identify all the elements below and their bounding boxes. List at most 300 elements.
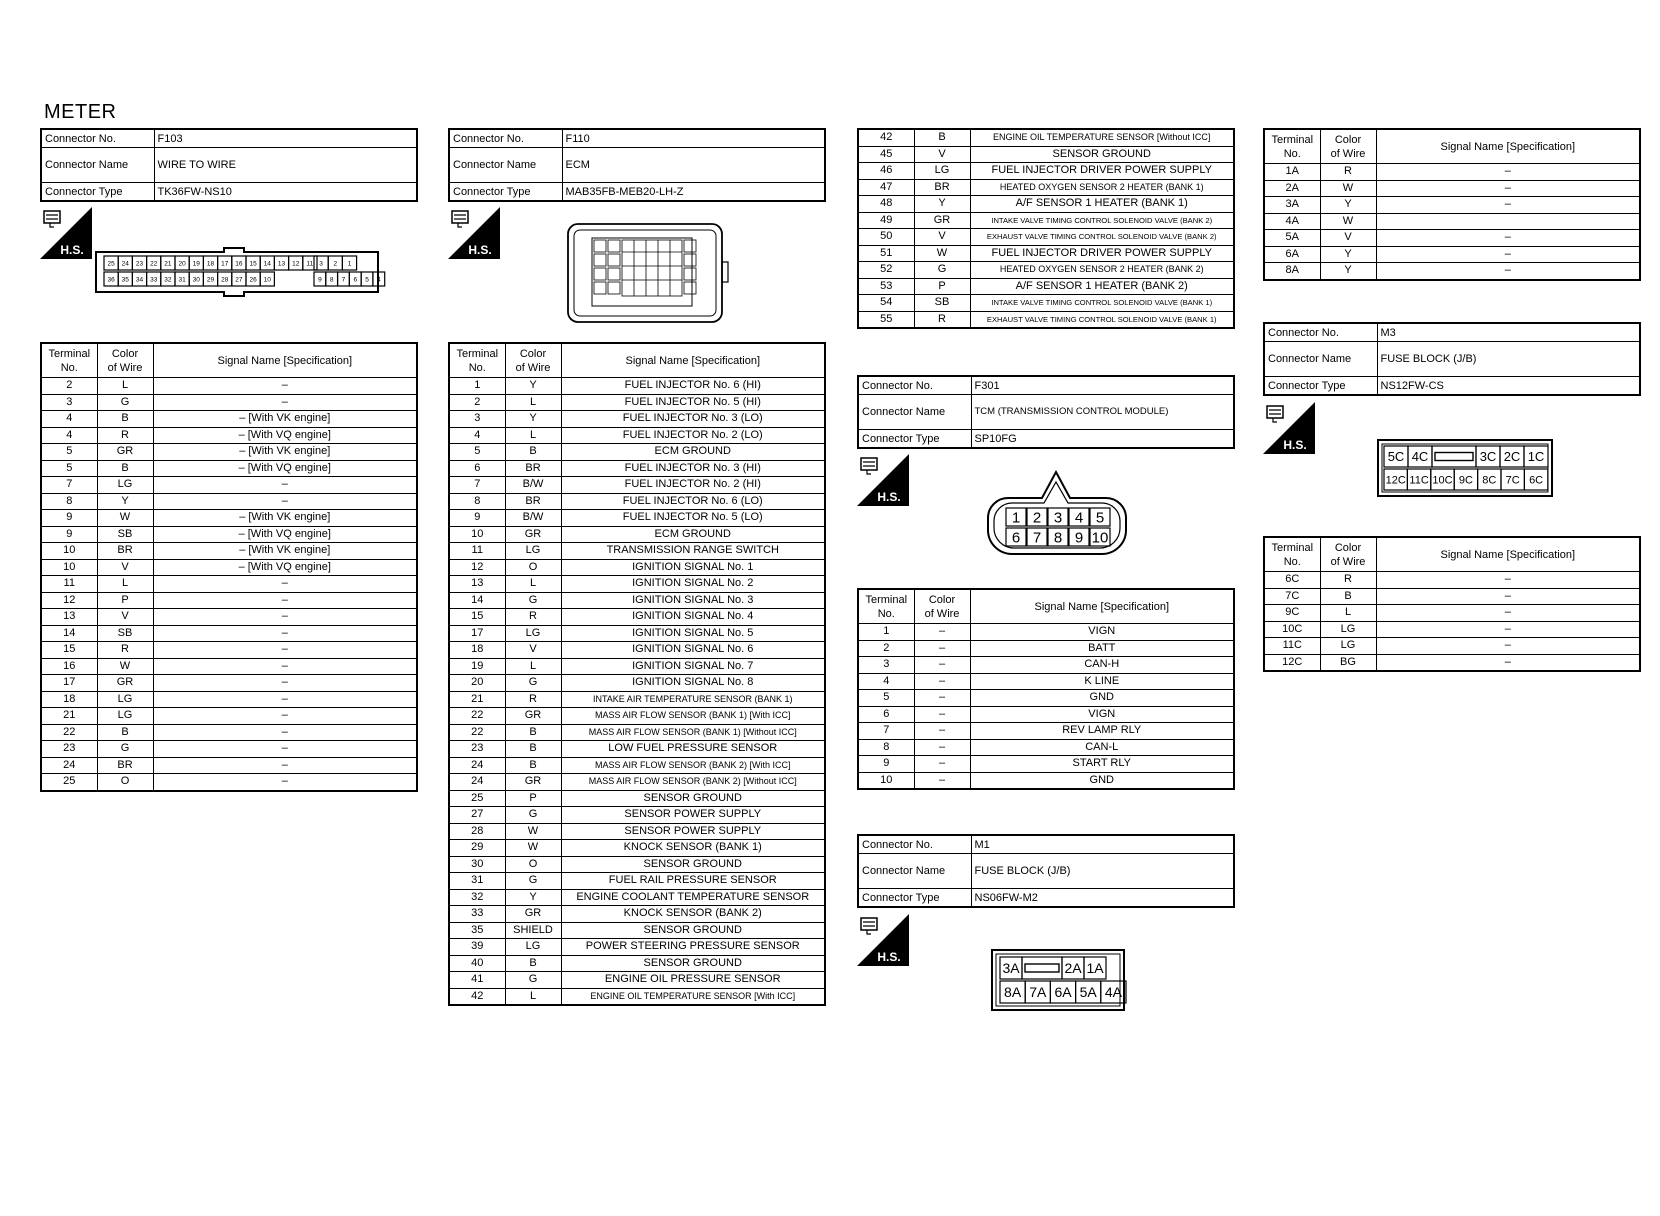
terminal-cell: 19 — [449, 658, 505, 675]
pin-label: 36 — [107, 276, 115, 284]
terminal-cell: 14 — [41, 625, 97, 642]
table-row — [41, 675, 417, 692]
table-row — [41, 378, 417, 395]
signal-cell: – [With VQ engine] — [153, 427, 417, 444]
table-row — [449, 378, 825, 395]
terminal-cell: 50 — [858, 229, 914, 246]
terminal-cell: 22 — [449, 724, 505, 741]
terminal-cell: 3 — [858, 657, 914, 674]
table-row — [41, 625, 417, 642]
signal-cell: – — [1376, 621, 1640, 638]
color-cell: Y — [1320, 197, 1376, 214]
color-cell: BR — [97, 543, 153, 560]
color-cell: Y — [1320, 246, 1376, 263]
pin-label: 15 — [249, 260, 257, 268]
table-row — [858, 179, 1234, 196]
connector-name-value: FUSE BLOCK (J/B) — [971, 854, 1234, 889]
signal-cell: INTAKE VALVE TIMING CONTROL SOLENOID VALVE (BANK 1) — [970, 295, 1234, 312]
signal-cell: – — [1376, 230, 1640, 247]
terminal-cell: 9C — [1264, 605, 1320, 622]
col-color: Color of Wire — [914, 589, 970, 624]
label-connector-name: Connector Name — [858, 854, 971, 889]
color-cell: L — [97, 576, 153, 593]
table-row — [858, 706, 1234, 723]
terminal-cell: 22 — [41, 724, 97, 741]
table-row — [41, 427, 417, 444]
table-row — [858, 229, 1234, 246]
signal-cell: – — [1376, 164, 1640, 181]
pin-label: 5A — [1079, 984, 1097, 1001]
col-signal: Signal Name [Specification] — [1376, 129, 1640, 164]
color-cell: W — [914, 245, 970, 262]
color-cell: B — [505, 741, 561, 758]
signal-cell: A/F SENSOR 1 HEATER (BANK 1) — [970, 196, 1234, 213]
table-row — [449, 510, 825, 527]
pin-label: 26 — [249, 276, 257, 284]
terminal-cell: 10 — [449, 526, 505, 543]
color-cell: BR — [914, 179, 970, 196]
pin-label: 10C — [1432, 474, 1453, 487]
color-cell: W — [505, 823, 561, 840]
table-row — [449, 873, 825, 890]
terminal-cell: 25 — [41, 774, 97, 791]
terminal-cell: 21 — [449, 691, 505, 708]
color-cell: V — [914, 146, 970, 163]
color-cell: GR — [505, 774, 561, 791]
signal-cell: SENSOR GROUND — [561, 790, 825, 807]
table-row — [449, 955, 825, 972]
terminal-cell: 7 — [858, 723, 914, 740]
pin-label: 23 — [135, 260, 144, 268]
pin-label: 5 — [1095, 509, 1105, 527]
signal-cell: MASS AIR FLOW SENSOR (BANK 1) [With ICC] — [561, 708, 825, 725]
terminal-cell: 2 — [858, 640, 914, 657]
terminal-cell: 2A — [1264, 180, 1320, 197]
terminal-cell: 55 — [858, 311, 914, 328]
terminal-cell: 8 — [858, 739, 914, 756]
connector-diagram-f110 — [566, 222, 730, 329]
table-row — [41, 774, 417, 791]
signal-cell: IGNITION SIGNAL No. 1 — [561, 559, 825, 576]
table-row — [41, 576, 417, 593]
terminal-cell: 9 — [449, 510, 505, 527]
color-cell: LG — [97, 708, 153, 725]
terminal-cell: 4 — [41, 427, 97, 444]
pin-label: 29 — [206, 276, 215, 284]
color-cell: LG — [97, 477, 153, 494]
table-row — [449, 840, 825, 857]
signal-cell: VIGN — [970, 706, 1234, 723]
pin-label: 6 — [1011, 529, 1021, 547]
table-row — [449, 774, 825, 791]
terminal-cell: 9 — [41, 510, 97, 527]
signal-cell: FUEL INJECTOR No. 6 (HI) — [561, 378, 825, 395]
signal-cell: INTAKE VALVE TIMING CONTROL SOLENOID VALVE (BANK 2) — [970, 212, 1234, 229]
terminal-cell: 6C — [1264, 572, 1320, 589]
connector-diagram-f103 — [94, 248, 380, 301]
terminal-cell: 5 — [41, 444, 97, 461]
table-row — [449, 592, 825, 609]
terminal-cell: 35 — [449, 922, 505, 939]
terminal-table-f301 — [857, 588, 1235, 790]
signal-cell: – [With VQ engine] — [153, 460, 417, 477]
signal-cell: – — [1376, 180, 1640, 197]
signal-cell: – — [1376, 638, 1640, 655]
signal-cell — [1376, 213, 1640, 230]
pin-label: 8C — [1482, 474, 1497, 487]
color-cell: G — [97, 741, 153, 758]
signal-cell: SENSOR GROUND — [561, 922, 825, 939]
terminal-cell: 23 — [449, 741, 505, 758]
table-row — [449, 889, 825, 906]
table-row — [41, 411, 417, 428]
table-row — [449, 658, 825, 675]
table-row — [858, 129, 1234, 146]
color-cell: – — [914, 739, 970, 756]
pin-label: 8 — [1053, 529, 1063, 547]
color-cell: V — [914, 229, 970, 246]
connector-no-value: F301 — [971, 376, 1234, 395]
pin-label: 14 — [263, 260, 271, 268]
color-cell: – — [914, 624, 970, 641]
pin-label: 11C — [1409, 474, 1429, 487]
color-cell: V — [97, 609, 153, 626]
table-row — [449, 526, 825, 543]
pin-label: 12C — [1385, 474, 1406, 487]
pin-label: 7C — [1505, 474, 1520, 487]
table-row — [858, 212, 1234, 229]
signal-cell: START RLY — [970, 756, 1234, 773]
hs-icon — [1263, 402, 1315, 459]
table-row — [858, 146, 1234, 163]
table-row — [449, 444, 825, 461]
color-cell: LG — [505, 939, 561, 956]
connector-diagram-m1 — [990, 948, 1126, 1017]
color-cell: LG — [1320, 638, 1376, 655]
color-cell: G — [505, 592, 561, 609]
terminal-cell: 40 — [449, 955, 505, 972]
pin-label: 19 — [192, 260, 200, 268]
terminal-cell: 53 — [858, 278, 914, 295]
col-terminal: Terminal No. — [858, 589, 914, 624]
terminal-cell: 5 — [41, 460, 97, 477]
pin-label: 32 — [164, 276, 172, 284]
signal-cell: – — [153, 741, 417, 758]
terminal-cell: 7C — [1264, 588, 1320, 605]
table-row — [449, 823, 825, 840]
terminal-cell: 7 — [41, 477, 97, 494]
table-row — [1264, 180, 1640, 197]
signal-cell: IGNITION SIGNAL No. 5 — [561, 625, 825, 642]
color-cell: SB — [914, 295, 970, 312]
pin-label: 17 — [221, 260, 229, 268]
pin-label: 21 — [164, 260, 172, 268]
key-slot — [1025, 964, 1059, 972]
table-row — [41, 394, 417, 411]
color-cell: LG — [914, 163, 970, 180]
color-cell: B — [505, 757, 561, 774]
color-cell: GR — [505, 526, 561, 543]
terminal-cell: 48 — [858, 196, 914, 213]
hs-icon — [448, 207, 500, 264]
terminal-cell: 11 — [41, 576, 97, 593]
pin-label: 5C — [1387, 449, 1405, 465]
color-cell: O — [505, 559, 561, 576]
table-row — [449, 939, 825, 956]
terminal-cell: 9 — [41, 526, 97, 543]
pin-label: 1 — [347, 260, 352, 268]
color-cell: BR — [505, 493, 561, 510]
color-cell: R — [914, 311, 970, 328]
table-row — [858, 690, 1234, 707]
signal-cell: – — [153, 576, 417, 593]
table-row — [449, 675, 825, 692]
color-cell: – — [914, 673, 970, 690]
color-cell: L — [97, 378, 153, 395]
table-row — [41, 757, 417, 774]
signal-cell: SENSOR GROUND — [561, 955, 825, 972]
table-row — [1264, 638, 1640, 655]
color-cell: L — [1320, 605, 1376, 622]
signal-cell: – — [153, 493, 417, 510]
label-connector-no: Connector No. — [858, 376, 971, 395]
col-color: Color of Wire — [505, 343, 561, 378]
terminal-cell: 42 — [449, 988, 505, 1005]
connector-type-value: MAB35FB-MEB20-LH-Z — [562, 183, 825, 202]
color-cell: Y — [505, 889, 561, 906]
signal-cell: – — [153, 592, 417, 609]
terminal-cell: 20 — [449, 675, 505, 692]
terminal-cell: 13 — [449, 576, 505, 593]
terminal-cell: 15 — [449, 609, 505, 626]
color-cell: G — [505, 807, 561, 824]
pin-label: 30 — [192, 276, 200, 284]
signal-cell: FUEL RAIL PRESSURE SENSOR — [561, 873, 825, 890]
pin-label: 7 — [341, 276, 346, 284]
pin-label: 12 — [292, 260, 300, 268]
table-row — [41, 592, 417, 609]
connector-diagram-f301 — [986, 470, 1128, 561]
table-row — [449, 988, 825, 1005]
table-row — [858, 723, 1234, 740]
color-cell: B — [505, 955, 561, 972]
terminal-cell: 46 — [858, 163, 914, 180]
color-cell: B — [1320, 588, 1376, 605]
pin-label: 2 — [333, 260, 338, 268]
table-row — [449, 477, 825, 494]
terminal-cell: 11C — [1264, 638, 1320, 655]
signal-cell: – — [153, 724, 417, 741]
color-cell: LG — [1320, 621, 1376, 638]
terminal-cell: 54 — [858, 295, 914, 312]
table-row — [1264, 197, 1640, 214]
page-title: METER — [44, 101, 117, 123]
table-row — [449, 493, 825, 510]
table-row — [858, 196, 1234, 213]
table-row — [858, 163, 1234, 180]
label-connector-type: Connector Type — [1264, 377, 1377, 396]
table-row — [449, 691, 825, 708]
pin-label: 4A — [1104, 984, 1122, 1001]
color-cell: B/W — [505, 477, 561, 494]
color-cell: B — [97, 460, 153, 477]
color-cell: Y — [505, 411, 561, 428]
connector-no-value: M3 — [1377, 323, 1640, 342]
color-cell: B — [505, 724, 561, 741]
color-cell: – — [914, 706, 970, 723]
terminal-cell: 10 — [41, 543, 97, 560]
terminal-cell: 49 — [858, 212, 914, 229]
table-row — [41, 543, 417, 560]
table-row — [41, 658, 417, 675]
table-row — [858, 624, 1234, 641]
signal-cell: – — [1376, 605, 1640, 622]
label-connector-no: Connector No. — [1264, 323, 1377, 342]
svg-text:H.S.: H.S. — [877, 490, 901, 504]
table-row — [41, 460, 417, 477]
signal-cell: KNOCK SENSOR (BANK 2) — [561, 906, 825, 923]
color-cell: LG — [505, 543, 561, 560]
table-row — [858, 657, 1234, 674]
signal-cell: POWER STEERING PRESSURE SENSOR — [561, 939, 825, 956]
terminal-cell: 41 — [449, 972, 505, 989]
color-cell: – — [914, 657, 970, 674]
color-cell: O — [97, 774, 153, 791]
connector-type-value: SP10FG — [971, 430, 1234, 449]
signal-cell: – — [153, 675, 417, 692]
table-row — [449, 724, 825, 741]
table-row — [41, 526, 417, 543]
terminal-cell: 10 — [41, 559, 97, 576]
table-row — [449, 625, 825, 642]
terminal-cell: 13 — [41, 609, 97, 626]
signal-cell: MASS AIR FLOW SENSOR (BANK 1) [Without ICC] — [561, 724, 825, 741]
table-row — [858, 311, 1234, 328]
pin-label: 6A — [1054, 984, 1072, 1001]
terminal-cell: 51 — [858, 245, 914, 262]
color-cell: G — [505, 675, 561, 692]
pin-label: 9C — [1458, 474, 1473, 487]
signal-cell: – — [153, 378, 417, 395]
table-row — [41, 724, 417, 741]
terminal-cell: 8 — [41, 493, 97, 510]
color-cell: R — [97, 642, 153, 659]
connector-no-value: F110 — [562, 129, 825, 148]
terminal-cell: 7 — [449, 477, 505, 494]
pin-label: 13 — [277, 260, 286, 268]
table-row — [41, 477, 417, 494]
table-row — [1264, 654, 1640, 671]
label-connector-type: Connector Type — [449, 183, 562, 202]
color-cell: W — [97, 510, 153, 527]
pin-label: 31 — [178, 276, 186, 284]
col-terminal: Terminal No. — [1264, 537, 1320, 572]
signal-cell: IGNITION SIGNAL No. 3 — [561, 592, 825, 609]
color-cell: R — [1320, 164, 1376, 181]
signal-cell: – — [1376, 572, 1640, 589]
color-cell: R — [505, 609, 561, 626]
key-slot — [1435, 453, 1473, 461]
signal-cell: – [With VQ engine] — [153, 526, 417, 543]
color-cell: G — [505, 972, 561, 989]
color-cell: – — [914, 772, 970, 789]
terminal-cell: 5 — [449, 444, 505, 461]
signal-cell: KNOCK SENSOR (BANK 1) — [561, 840, 825, 857]
table-row — [41, 691, 417, 708]
pin-label: 28 — [221, 276, 229, 284]
pin-label: 16 — [235, 260, 243, 268]
pin-label: 10 — [1091, 529, 1109, 547]
signal-cell: SENSOR POWER SUPPLY — [561, 807, 825, 824]
terminal-cell: 24 — [41, 757, 97, 774]
pin-label: 4C — [1411, 449, 1429, 465]
terminal-cell: 42 — [858, 129, 914, 146]
pin-label: 11 — [306, 260, 314, 268]
color-cell: BG — [1320, 654, 1376, 671]
signal-cell: FUEL INJECTOR DRIVER POWER SUPPLY — [970, 163, 1234, 180]
pin-label: 4 — [377, 276, 381, 284]
terminal-table-m1 — [1263, 128, 1641, 281]
signal-cell: LOW FUEL PRESSURE SENSOR — [561, 741, 825, 758]
label-connector-no: Connector No. — [41, 129, 154, 148]
label-connector-type: Connector Type — [858, 889, 971, 908]
terminal-cell: 3 — [449, 411, 505, 428]
pin-label: 3 — [1053, 509, 1063, 527]
connector-header-f103 — [40, 128, 418, 202]
signal-cell: – [With VK engine] — [153, 444, 417, 461]
col-signal: Signal Name [Specification] — [153, 343, 417, 378]
pin-label: 35 — [121, 276, 129, 284]
pin-label: 4 — [1074, 509, 1084, 527]
color-cell: L — [505, 394, 561, 411]
signal-cell: FUEL INJECTOR No. 3 (HI) — [561, 460, 825, 477]
signal-cell: SENSOR GROUND — [561, 856, 825, 873]
col-signal: Signal Name [Specification] — [1376, 537, 1640, 572]
color-cell: R — [97, 427, 153, 444]
terminal-cell: 6A — [1264, 246, 1320, 263]
table-row — [858, 640, 1234, 657]
col-color: Color of Wire — [1320, 129, 1376, 164]
table-row — [449, 543, 825, 560]
color-cell: BR — [97, 757, 153, 774]
signal-cell: IGNITION SIGNAL No. 7 — [561, 658, 825, 675]
signal-cell: VIGN — [970, 624, 1234, 641]
terminal-cell: 17 — [449, 625, 505, 642]
table-row — [449, 856, 825, 873]
color-cell: SB — [97, 526, 153, 543]
label-connector-no: Connector No. — [449, 129, 562, 148]
table-row — [1264, 605, 1640, 622]
signal-cell: FUEL INJECTOR DRIVER POWER SUPPLY — [970, 245, 1234, 262]
terminal-cell: 2 — [449, 394, 505, 411]
color-cell: Y — [914, 196, 970, 213]
table-row — [858, 756, 1234, 773]
color-cell: SHIELD — [505, 922, 561, 939]
pin-label: 3A — [1002, 960, 1020, 977]
table-row — [449, 757, 825, 774]
table-row — [449, 972, 825, 989]
color-cell: P — [505, 790, 561, 807]
terminal-cell: 6 — [858, 706, 914, 723]
table-row — [41, 741, 417, 758]
table-row — [449, 708, 825, 725]
pin-label: 33 — [150, 276, 158, 284]
pin-label: 18 — [206, 260, 215, 268]
color-cell: R — [1320, 572, 1376, 589]
pin-label: 5 — [365, 276, 369, 284]
table-row — [449, 576, 825, 593]
col-signal: Signal Name [Specification] — [561, 343, 825, 378]
